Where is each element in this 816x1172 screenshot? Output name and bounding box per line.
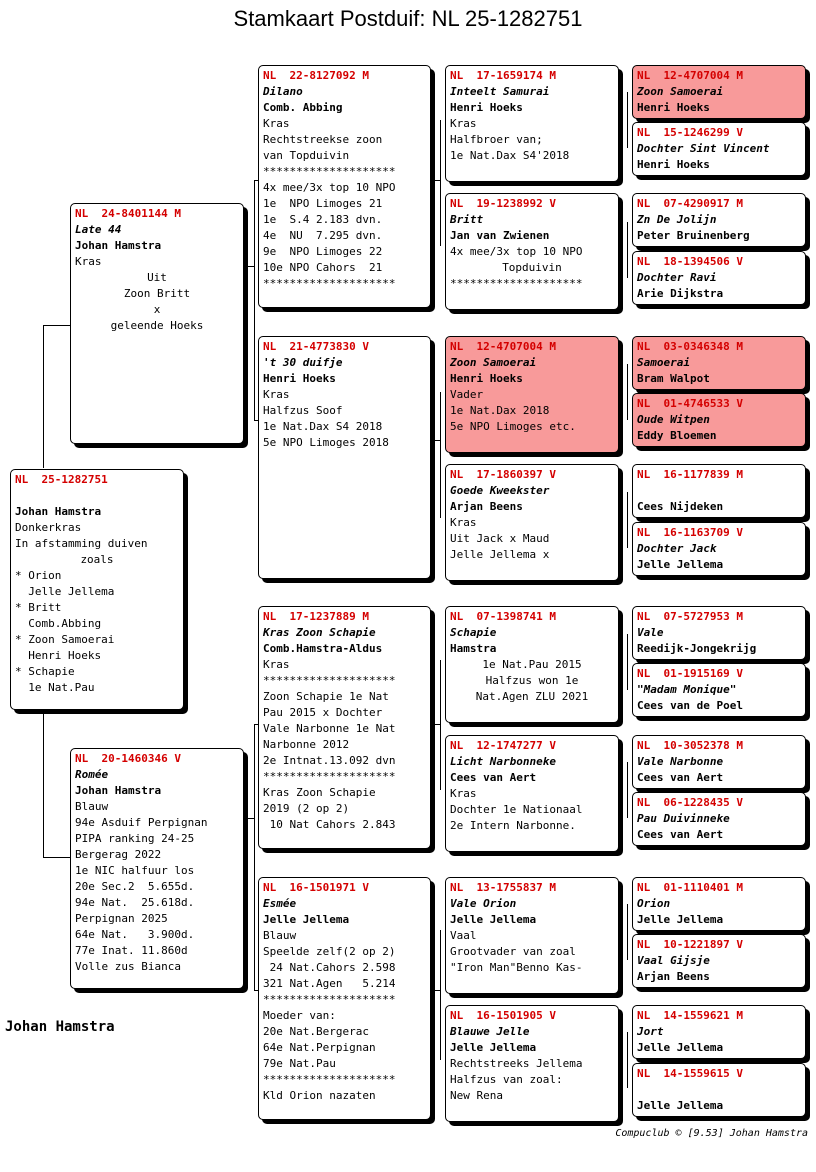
info-line: Kras: [450, 117, 477, 130]
info-line: Rechtstreekse zoon: [263, 133, 383, 146]
ring-number: NL 13-1755837 M: [450, 881, 556, 894]
info-line: Blauw: [263, 929, 297, 942]
pigeon-name: Vale Narbonne: [637, 755, 724, 768]
info-line: Uit: [147, 271, 167, 284]
pigeon-card-g2: [632, 122, 806, 176]
info-line: Moeder van:: [263, 1009, 336, 1022]
connector-line: [440, 660, 441, 790]
connector-line: [627, 762, 628, 818]
pigeon-name: Late 44: [75, 223, 122, 236]
info-line: Kras: [263, 658, 290, 671]
info-line: 79e Nat.Pau: [263, 1057, 336, 1070]
connector-line: [43, 325, 44, 468]
ring-number: NL 12-1747277 V: [450, 739, 556, 752]
info-line: 5e NPO Limoges 2018: [263, 436, 389, 449]
pigeon-name: [637, 483, 801, 499]
ring-number: NL 01-1915169 V: [637, 667, 743, 680]
pigeon-card-mff: [445, 606, 619, 723]
info-line: 1e Nat.Pau: [15, 681, 95, 694]
info-line: Blauw: [75, 800, 109, 813]
info-line: 1e Nat.Dax 2018: [450, 404, 550, 417]
info-line: Kras: [75, 255, 102, 268]
ring-number: NL 16-1177839 M: [637, 468, 743, 481]
info-line: Halfzus won 1e: [485, 674, 579, 687]
pigeon-name: Kras Zoon Schapie: [263, 626, 376, 639]
ring-number: NL 16-1501905 V: [450, 1009, 556, 1022]
owner-name: Peter Bruinenberg: [637, 229, 750, 242]
info-line: Jelle Jellema: [15, 585, 115, 598]
owner-name: Arjan Beens: [450, 500, 523, 513]
ring-number: NL 10-1221897 V: [637, 938, 743, 951]
ring-number: NL 16-1163709 V: [637, 526, 743, 539]
owner-name: Hamstra: [450, 642, 497, 655]
owner-name: Jelle Jellema: [450, 1041, 537, 1054]
owner-name: Reedijk-Jongekrijg: [637, 642, 757, 655]
pigeon-name: Zn De Jolijn: [637, 213, 717, 226]
pigeon-card-g7: [632, 464, 806, 518]
connector-line: [43, 325, 70, 326]
ring-number: NL 18-1394506 V: [637, 255, 743, 268]
owner-name: Jelle Jellema: [637, 913, 724, 926]
connector-line: [244, 266, 254, 267]
pigeon-name: Goede Kweekster: [450, 484, 550, 497]
pigeon-card-g4: [632, 251, 806, 305]
pigeon-name: "Madam Monique": [637, 683, 737, 696]
pigeon-card-g15: [632, 1005, 806, 1059]
owner-name: Jelle Jellema: [637, 1041, 724, 1054]
pigeon-name: Schapie: [450, 626, 497, 639]
owner-name: Cees Nijdeken: [637, 500, 724, 513]
pigeon-card-mother-father: [258, 606, 431, 849]
info-line: 5e NPO Limoges etc.: [450, 420, 576, 433]
info-line: 10 Nat Cahors 2.843: [263, 818, 396, 831]
connector-line: [431, 990, 440, 991]
info-line: Vaal: [450, 929, 477, 942]
page-title: Stamkaart Postduif: NL 25-1282751: [233, 6, 583, 31]
owner-name: Jelle Jellema: [263, 913, 350, 926]
info-line: 4x mee/3x top 10 NPO: [263, 181, 396, 194]
info-line: Kras: [450, 516, 477, 529]
connector-line: [627, 92, 628, 148]
connector-line: [431, 440, 440, 441]
pigeon-card-g11: [632, 735, 806, 789]
connector-line: [43, 857, 70, 858]
owner-name: Henri Hoeks: [637, 101, 710, 114]
pigeon-card-g13: [632, 877, 806, 931]
pigeon-name: Samoerai: [637, 356, 690, 369]
info-line: zoals: [80, 553, 114, 566]
owner-name: Henri Hoeks: [637, 158, 710, 171]
owner-name: Jelle Jellema: [637, 1099, 724, 1112]
info-line: ********************: [263, 674, 396, 687]
connector-line: [431, 180, 440, 181]
info-line: Volle zus Bianca: [75, 960, 181, 973]
ring-number: NL 12-4707004 M: [637, 69, 743, 82]
owner-name: Johan Hamstra: [15, 505, 102, 518]
info-line: 2019 (2 op 2): [263, 802, 350, 815]
info-line: 64e Nat. 3.900d.: [75, 928, 195, 941]
info-line: Kld Orion nazaten: [263, 1089, 376, 1102]
info-line: van Topduivin: [263, 149, 350, 162]
owner-name: Johan Hamstra: [75, 784, 162, 797]
info-line: Jelle Jellema x: [450, 548, 550, 561]
owner-name: Cees van Aert: [637, 828, 724, 841]
info-line: Dochter 1e Nationaal: [450, 803, 583, 816]
ring-number: NL 17-1860397 V: [450, 468, 556, 481]
info-line: 1e NIC halfuur los: [75, 864, 195, 877]
info-line: * Orion: [15, 569, 62, 582]
owner-label: Johan Hamstra: [5, 1019, 115, 1035]
info-line: Donkerkras: [15, 521, 82, 534]
info-line: PIPA ranking 24-25: [75, 832, 195, 845]
connector-line: [254, 724, 255, 990]
info-line: Kras: [263, 388, 290, 401]
info-line: 1e NPO Limoges 21: [263, 197, 383, 210]
owner-name: Henri Hoeks: [450, 372, 523, 385]
ring-number: NL 20-1460346 V: [75, 752, 181, 765]
pigeon-card-g9: [632, 606, 806, 660]
ring-number: NL 07-4290917 M: [637, 197, 743, 210]
owner-name: Comb.Hamstra-Aldus: [263, 642, 383, 655]
pigeon-name: Dochter Jack: [637, 542, 717, 555]
info-line: Vader: [450, 388, 484, 401]
pigeon-card-father-mother: [258, 336, 431, 579]
owner-name: Cees van de Poel: [637, 699, 743, 712]
pigeon-card-mmm: [445, 1005, 619, 1122]
info-line: 2e Intern Narbonne.: [450, 819, 576, 832]
info-line: 9e NPO Limoges 22: [263, 245, 383, 258]
info-line: ********************: [450, 277, 583, 290]
info-line: Halfbroer van;: [450, 133, 543, 146]
info-line: 20e Sec.2 5.655d.: [75, 880, 195, 893]
owner-name: Arjan Beens: [637, 970, 710, 983]
ring-number: NL 06-1228435 V: [637, 796, 743, 809]
info-line: Topduivin: [502, 261, 562, 274]
pigeon-name: Vale: [637, 626, 664, 639]
owner-name: Eddy Bloemen: [637, 429, 717, 442]
pigeon-name: Dochter Sint Vincent: [637, 142, 770, 155]
ring-number: NL 01-4746533 V: [637, 397, 743, 410]
owner-name: Jan van Zwienen: [450, 229, 550, 242]
info-line: 1e Nat.Pau 2015: [482, 658, 582, 671]
info-line: Vale Narbonne 1e Nat: [263, 722, 396, 735]
pigeon-name: Blauwe Jelle: [450, 1025, 530, 1038]
owner-name: Comb. Abbing: [263, 101, 343, 114]
info-line: ********************: [263, 1073, 396, 1086]
pigeon-name: Oude Witpen: [637, 413, 710, 426]
connector-line: [440, 392, 441, 518]
pigeon-name: Britt: [450, 213, 484, 226]
pigeon-card-fmf: [445, 336, 619, 453]
info-line: Pau 2015 x Dochter: [263, 706, 383, 719]
info-line: * Zoon Samoerai: [15, 633, 115, 646]
pigeon-name: Licht Narbonneke: [450, 755, 556, 768]
connector-line: [244, 818, 254, 819]
info-line: ********************: [263, 770, 396, 783]
ring-number: NL 14-1559615 V: [637, 1067, 743, 1080]
pigeon-card-mfm: [445, 735, 619, 852]
pigeon-name: Vale Orion: [450, 897, 517, 910]
connector-line: [431, 724, 440, 725]
ring-number: NL 14-1559621 M: [637, 1009, 743, 1022]
info-line: Halfzus van zoal:: [450, 1073, 563, 1086]
pigeon-name: Dilano: [263, 85, 303, 98]
connector-line: [627, 904, 628, 960]
pigeon-name: [637, 1082, 801, 1098]
pigeon-card-g14: [632, 934, 806, 988]
ring-number: NL 25-1282751: [15, 473, 108, 486]
info-line: 4x mee/3x top 10 NPO: [450, 245, 583, 258]
connector-line: [627, 634, 628, 690]
pigeon-name: Vaal Gijsje: [637, 954, 710, 967]
ring-number: NL 19-1238992 V: [450, 197, 556, 210]
ring-number: NL 12-4707004 M: [450, 340, 556, 353]
ring-number: NL 15-1246299 V: [637, 126, 743, 139]
info-line: Henri Hoeks: [15, 649, 102, 662]
info-line: 20e Nat.Bergerac: [263, 1025, 369, 1038]
info-line: * Britt: [15, 601, 62, 614]
info-line: 10e NPO Cahors 21: [263, 261, 383, 274]
pigeon-name: Esmée: [263, 897, 297, 910]
info-line: x: [153, 303, 161, 316]
pigeon-name: Jort: [637, 1025, 664, 1038]
info-line: Kras: [450, 787, 477, 800]
info-line: Narbonne 2012: [263, 738, 350, 751]
info-line: 24 Nat.Cahors 2.598: [263, 961, 396, 974]
pigeon-name: Inteelt Samurai: [450, 85, 550, 98]
pigeon-name: Romée: [75, 768, 109, 781]
pigeon-card-father-father: [258, 65, 431, 308]
pigeon-card-mmf: [445, 877, 619, 994]
ring-number: NL 21-4773830 V: [263, 340, 369, 353]
info-line: 321 Nat.Agen 5.214: [263, 977, 396, 990]
info-line: Kras Zoon Schapie: [263, 786, 376, 799]
info-line: New Rena: [450, 1089, 503, 1102]
info-line: 64e Nat.Perpignan: [263, 1041, 376, 1054]
ring-number: NL 17-1237889 M: [263, 610, 369, 623]
owner-name: Jelle Jellema: [450, 913, 537, 926]
info-line: 94e Nat. 25.618d.: [75, 896, 195, 909]
pigeon-card-mother-mother: [258, 877, 431, 1120]
pigeon-card-father: [70, 203, 244, 444]
info-line: 4e NU 7.295 dvn.: [263, 229, 383, 242]
pigeon-name: Zoon Samoerai: [637, 85, 724, 98]
info-line: Kras: [263, 117, 290, 130]
ring-number: NL 16-1501971 V: [263, 881, 369, 894]
owner-name: Henri Hoeks: [263, 372, 336, 385]
info-line: "Iron Man"Benno Kas-: [450, 961, 583, 974]
pigeon-card-g8: [632, 522, 806, 576]
ring-number: NL 07-5727953 M: [637, 610, 743, 623]
connector-line: [254, 180, 255, 420]
ring-number: NL 10-3052378 M: [637, 739, 743, 752]
info-line: Grootvader van zoal: [450, 945, 576, 958]
pigeon-card-fff: [445, 65, 619, 182]
connector-line: [627, 1032, 628, 1088]
pigeon-card-g16: [632, 1063, 806, 1117]
pigeon-name: Zoon Samoerai: [450, 356, 537, 369]
info-line: Halfzus Soof: [263, 404, 343, 417]
info-line: Perpignan 2025: [75, 912, 168, 925]
pigeon-name: 't 30 duifje: [263, 356, 343, 369]
owner-name: Jelle Jellema: [637, 558, 724, 571]
pigeon-card-g12: [632, 792, 806, 846]
pigeon-card-g3: [632, 193, 806, 247]
pigeon-card-g1: [632, 65, 806, 119]
info-line: geleende Hoeks: [110, 319, 204, 332]
ring-number: NL 17-1659174 M: [450, 69, 556, 82]
pigeon-name: Pau Duivinneke: [637, 812, 730, 825]
info-line: Comb.Abbing: [15, 617, 102, 630]
info-line: In afstamming duiven: [15, 537, 148, 550]
owner-name: Bram Walpot: [637, 372, 710, 385]
info-line: 77e Inat. 11.860d: [75, 944, 188, 957]
info-line: [15, 488, 179, 504]
owner-name: Johan Hamstra: [75, 239, 162, 252]
info-line: 2e Intnat.13.092 dvn: [263, 754, 396, 767]
owner-name: Cees van Aert: [637, 771, 724, 784]
pigeon-name: Orion: [637, 897, 671, 910]
info-line: 1e Nat.Dax S4'2018: [450, 149, 570, 162]
info-line: Uit Jack x Maud: [450, 532, 550, 545]
info-line: * Schapie: [15, 665, 75, 678]
info-line: Bergerag 2022: [75, 848, 162, 861]
info-line: ********************: [263, 165, 396, 178]
connector-line: [627, 364, 628, 420]
info-line: ********************: [263, 993, 396, 1006]
ring-number: NL 24-8401144 M: [75, 207, 181, 220]
ring-number: NL 22-8127092 M: [263, 69, 369, 82]
info-line: Rechtstreeks Jellema: [450, 1057, 583, 1070]
info-line: 94e Asduif Perpignan: [75, 816, 208, 829]
connector-line: [440, 120, 441, 246]
info-line: Nat.Agen ZLU 2021: [475, 690, 589, 703]
ring-number: NL 07-1398741 M: [450, 610, 556, 623]
info-line: 1e S.4 2.183 dvn.: [263, 213, 383, 226]
pigeon-card-subject: [10, 469, 184, 710]
pigeon-card-ffm: [445, 193, 619, 310]
info-line: Speelde zelf(2 op 2): [263, 945, 396, 958]
info-line: Zoon Schapie 1e Nat: [263, 690, 389, 703]
owner-name: Cees van Aert: [450, 771, 537, 784]
owner-name: Henri Hoeks: [450, 101, 523, 114]
ring-number: NL 01-1110401 M: [637, 881, 743, 894]
owner-name: Arie Dijkstra: [637, 287, 724, 300]
connector-line: [627, 492, 628, 548]
pigeon-card-mother: [70, 748, 244, 989]
footer-credit: Compuclub © [9.53] Johan Hamstra: [615, 1128, 808, 1139]
info-line: 1e Nat.Dax S4 2018: [263, 420, 383, 433]
info-line: ********************: [263, 277, 396, 290]
pigeon-name: Dochter Ravi: [637, 271, 717, 284]
ring-number: NL 03-0346348 M: [637, 340, 743, 353]
pigeon-card-g5: [632, 336, 806, 390]
pigeon-card-g6: [632, 393, 806, 447]
pigeon-card-g10: [632, 663, 806, 717]
connector-line: [627, 222, 628, 278]
info-line: Zoon Britt: [123, 287, 191, 300]
connector-line: [440, 930, 441, 1060]
pigeon-card-fmm: [445, 464, 619, 581]
connector-line: [43, 710, 44, 858]
